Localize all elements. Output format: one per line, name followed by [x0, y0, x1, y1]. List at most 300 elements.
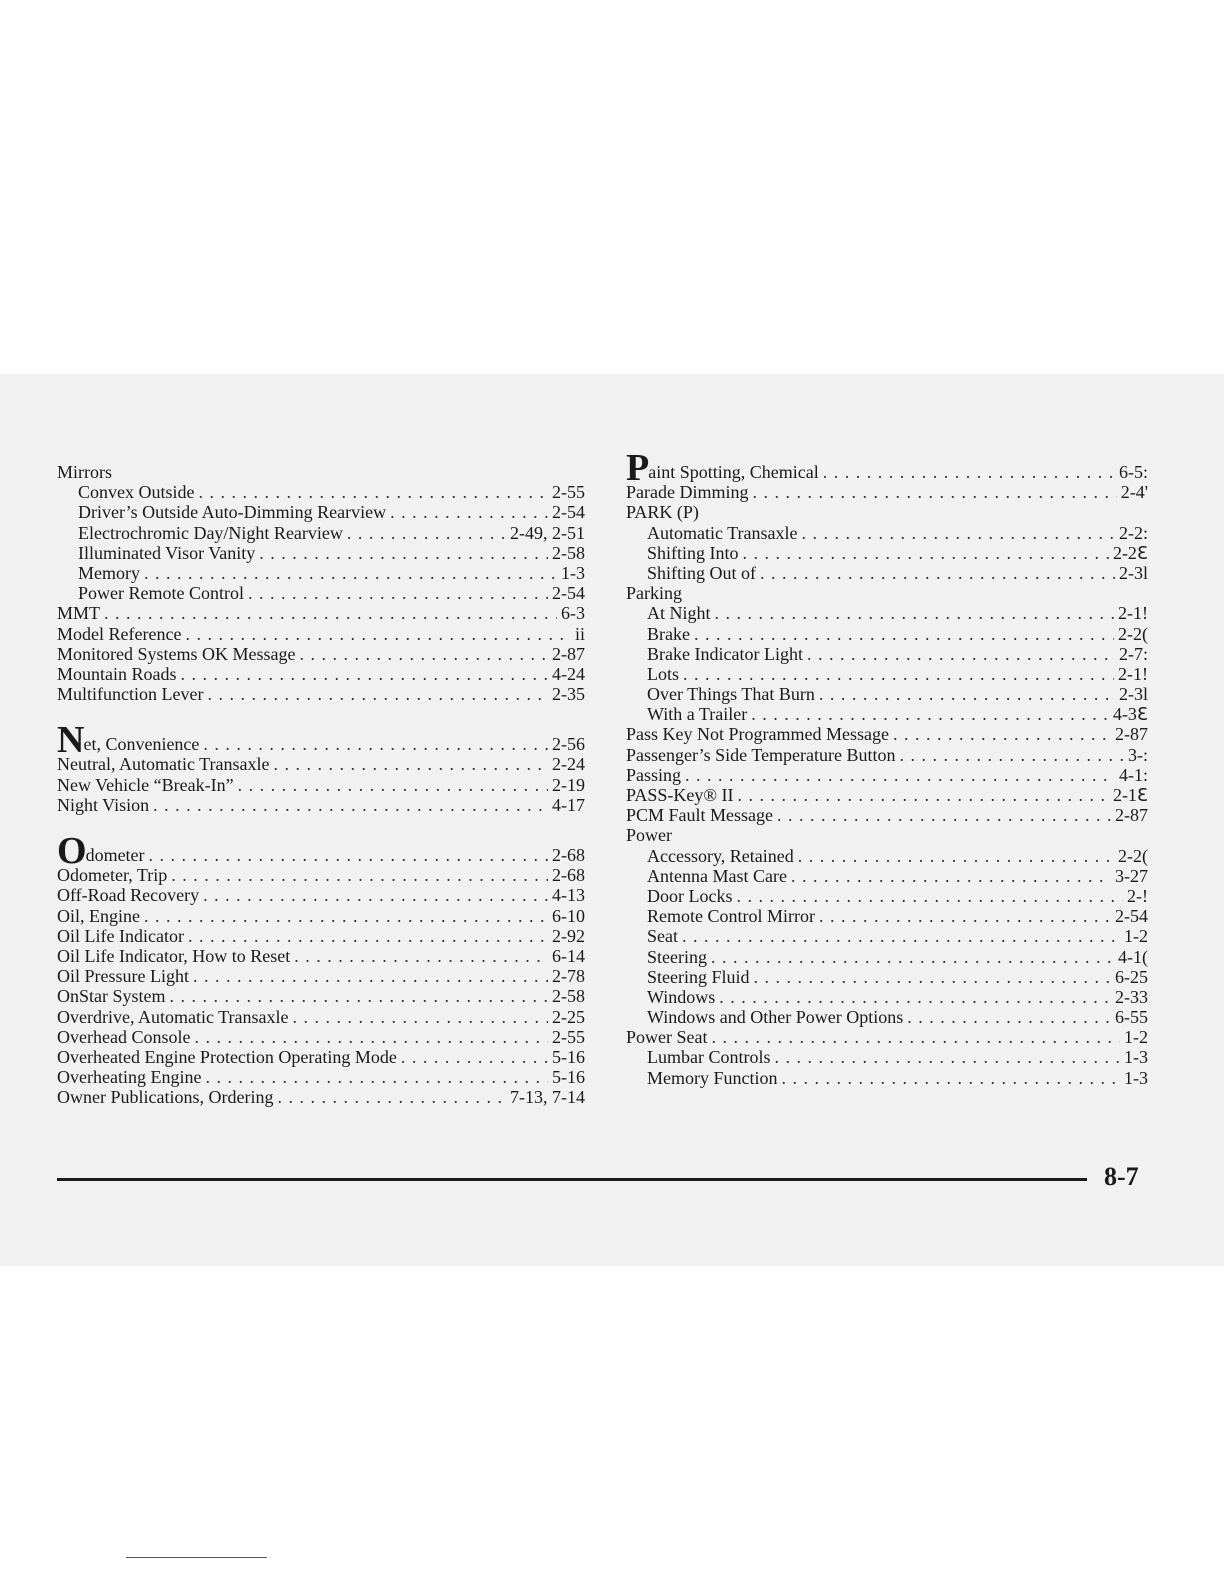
index-entry: [57, 664, 585, 684]
page-reference: 6-3: [561, 603, 585, 624]
entry-text: Convex Outside: [78, 482, 195, 503]
dot-leader: [188, 926, 548, 946]
dot-leader: [711, 947, 1114, 967]
entry-text: Door Locks: [647, 885, 733, 906]
dot-leader: [259, 543, 548, 563]
entry-text: Passing: [626, 764, 682, 785]
dot-leader: [760, 563, 1115, 583]
footer-rule: [57, 1178, 1087, 1181]
page-reference: 2-35: [552, 684, 585, 705]
index-entry: [57, 1027, 585, 1047]
entry-text: Model Reference: [57, 623, 182, 644]
dot-leader: [736, 886, 1123, 906]
page-reference: 2-1ℇ: [1112, 785, 1148, 805]
entry-text: Power Remote Control: [78, 583, 244, 604]
entry-label: [647, 543, 739, 563]
index-subentry: [57, 523, 585, 543]
entry-text: Brake Indicator Light: [647, 643, 803, 664]
index-entry: [626, 785, 1148, 805]
dot-leader: [715, 603, 1114, 623]
dot-leader: [743, 543, 1109, 563]
index-subentry: [626, 1068, 1148, 1088]
dot-leader: [685, 765, 1115, 785]
page-reference: 2-49, 2-51: [510, 522, 585, 543]
index-subentry: [626, 644, 1148, 664]
dot-leader: [711, 1027, 1120, 1047]
index-entry: [57, 754, 585, 774]
dot-leader: [273, 754, 548, 774]
index-subentry: [57, 583, 585, 603]
dot-leader: [294, 946, 548, 966]
entry-label: [57, 1007, 288, 1027]
index-entry: [57, 966, 585, 986]
page-reference: 4-1:: [1119, 764, 1148, 785]
dot-leader: [171, 865, 548, 885]
index-subentry: [626, 1007, 1148, 1027]
entry-label: [57, 966, 189, 986]
index-subentry: [626, 886, 1148, 906]
entry-label: [626, 583, 682, 603]
entry-label: [647, 846, 794, 866]
dot-leader: [347, 523, 506, 543]
entry-label: [626, 447, 819, 489]
entry-text: Overheated Engine Protection Operating Mode: [57, 1046, 397, 1067]
entry-text: Seat: [647, 926, 678, 947]
page-reference: 4-13: [552, 885, 585, 906]
dot-leader: [248, 583, 548, 603]
entry-label: [626, 745, 896, 765]
page-reference: 2-24: [552, 754, 585, 775]
entry-label: [647, 644, 803, 664]
page-reference: 4-1(: [1118, 946, 1148, 967]
entry-text: Lots: [647, 663, 680, 684]
page-reference: 1-2: [1124, 926, 1148, 947]
entry-text: Brake: [647, 623, 690, 644]
dot-leader: [751, 704, 1109, 724]
index-entry: [57, 830, 585, 872]
dot-leader: [203, 885, 548, 905]
entry-text: Monitored Systems OK Message: [57, 643, 296, 664]
page-reference: 2-56: [552, 734, 585, 755]
entry-text: Accessory, Retained: [647, 845, 794, 866]
entry-label: [57, 906, 140, 926]
dot-leader: [238, 775, 548, 795]
dot-leader: [893, 724, 1111, 744]
entry-label: [57, 795, 149, 815]
page-reference: 2-4': [1120, 482, 1148, 503]
entry-label: [647, 704, 747, 724]
entry-label: [57, 644, 295, 664]
entry-text: Oil Pressure Light: [57, 966, 189, 987]
index-entry: [57, 946, 585, 966]
dot-leader: [144, 906, 548, 926]
dot-leader: [823, 462, 1115, 482]
dot-leader: [207, 684, 548, 704]
index-subentry: [626, 926, 1148, 946]
entry-label: [626, 805, 773, 825]
entry-label: [78, 502, 386, 522]
index-entry: [626, 482, 1148, 502]
page-reference: 2-68: [552, 865, 585, 886]
entry-label: [626, 785, 734, 805]
dot-leader: [401, 1047, 548, 1067]
dot-leader: [782, 1068, 1121, 1088]
index-column-left: [57, 462, 585, 1107]
entry-label: [57, 624, 181, 644]
dot-leader: [900, 745, 1124, 765]
index-subentry: [626, 1047, 1148, 1067]
entry-text: Overhead Console: [57, 1026, 191, 1047]
dot-leader: [170, 986, 548, 1006]
entry-label: [647, 624, 690, 644]
index-entry: [57, 885, 585, 905]
entry-text: Night Vision: [57, 794, 150, 815]
entry-text: Memory Function: [647, 1067, 778, 1088]
page-reference: 2-58: [552, 986, 585, 1007]
dot-leader: [277, 1087, 506, 1107]
dot-leader: [798, 846, 1114, 866]
page-reference: 4-3ℇ: [1112, 704, 1148, 725]
page-reference: 2-87: [1115, 724, 1148, 745]
page-reference: 4-17: [552, 794, 585, 815]
entry-text: Off-Road Recovery: [57, 885, 200, 906]
index-subentry: [626, 664, 1148, 684]
page-reference: 2-58: [552, 542, 585, 563]
entry-label: [78, 543, 255, 563]
section-initial: P: [626, 447, 649, 489]
dot-leader: [752, 482, 1116, 502]
page-reference: 7-13, 7-14: [510, 1087, 585, 1108]
dot-leader: [181, 664, 549, 684]
entry-text: With a Trailer: [647, 704, 748, 725]
entry-text: Parking: [626, 583, 682, 604]
entry-text: Overdrive, Automatic Transaxle: [57, 1006, 289, 1027]
page-reference: 2-87: [552, 643, 585, 664]
page-reference: 1-3: [1124, 1047, 1148, 1068]
page-reference: 2-19: [552, 774, 585, 795]
dot-leader: [694, 624, 1114, 644]
index-heading: [626, 583, 1148, 603]
page-reference: 6-25: [1115, 966, 1148, 987]
page-reference: 4-24: [552, 663, 585, 684]
entry-text: Overheating Engine: [57, 1067, 202, 1088]
index-entry: [57, 603, 585, 623]
dot-leader: [754, 967, 1112, 987]
dot-leader: [104, 603, 557, 623]
page-reference: 3-27: [1115, 865, 1148, 886]
entry-text: aint Spotting, Chemical: [648, 462, 819, 482]
index-subentry: [57, 482, 585, 502]
index-heading: [626, 825, 1148, 845]
entry-label: [647, 603, 711, 623]
index-heading: [626, 502, 1148, 522]
entry-text: Over Things That Burn: [647, 684, 815, 705]
index-entry: [626, 447, 1148, 489]
entry-text: Oil, Engine: [57, 905, 140, 926]
dot-leader: [791, 866, 1111, 886]
dot-leader: [738, 785, 1109, 805]
entry-text: PCM Fault Message: [626, 805, 774, 826]
entry-label: [57, 684, 203, 704]
entry-label: [78, 523, 343, 543]
page-reference: 6-5:: [1119, 462, 1148, 482]
entry-label: [626, 724, 889, 744]
entry-text: Parade Dimming: [626, 482, 749, 503]
entry-label: [647, 866, 787, 886]
entry-text: Oil Life Indicator: [57, 925, 184, 946]
index-entry: [626, 745, 1148, 765]
index-entry: [57, 1007, 585, 1027]
entry-text: Pass Key Not Programmed Message: [626, 724, 889, 745]
entry-label: [647, 664, 679, 684]
entry-label: [57, 1087, 273, 1107]
page-reference: 2-2:: [1119, 522, 1148, 543]
entry-text: Automatic Transaxle: [647, 522, 798, 543]
entry-text: Driver’s Outside Auto-Dimming Rearview: [78, 502, 387, 523]
index-heading: [57, 462, 585, 482]
page-reference: 6-55: [1115, 1007, 1148, 1028]
index-subentry: [626, 987, 1148, 1007]
dot-leader: [390, 502, 548, 522]
index-subentry: [626, 603, 1148, 623]
entry-label: [57, 1067, 201, 1087]
entry-label: [626, 825, 672, 845]
index-entry: [626, 724, 1148, 744]
entry-text: Passenger’s Side Temperature Button: [626, 744, 896, 765]
entry-text: Windows and Other Power Options: [647, 1007, 904, 1028]
page-reference: 6-10: [552, 905, 585, 926]
entry-label: [647, 926, 678, 946]
entry-label: [78, 583, 244, 603]
entry-label: [647, 886, 732, 906]
entry-label: [647, 523, 798, 543]
dot-leader: [292, 1007, 548, 1027]
entry-text: Steering: [647, 946, 707, 967]
index-subentry: [57, 502, 585, 522]
dot-leader: [205, 1067, 548, 1087]
dot-leader: [194, 1027, 548, 1047]
dot-leader: [149, 845, 548, 865]
entry-text: Multifunction Lever: [57, 684, 204, 705]
page-reference: 2-54: [552, 502, 585, 523]
entry-text: Power: [626, 825, 672, 846]
page-reference: 2-3l: [1119, 684, 1148, 705]
index-subentry: [626, 523, 1148, 543]
section-gap: [57, 704, 585, 734]
entry-label: [57, 946, 290, 966]
entry-label: [57, 775, 234, 795]
index-entry: [57, 624, 585, 644]
dot-leader: [775, 1047, 1121, 1067]
dot-leader: [819, 906, 1111, 926]
entry-text: At Night: [647, 603, 711, 624]
entry-label: [647, 1047, 771, 1067]
page-reference: 2-87: [1115, 805, 1148, 826]
dot-leader: [144, 563, 557, 583]
dot-leader: [907, 1007, 1111, 1027]
section-initial: N: [57, 719, 84, 762]
entry-label: [57, 754, 269, 774]
index-entry: [57, 926, 585, 946]
page-reference: 2-55: [552, 1026, 585, 1047]
index-subentry: [626, 543, 1148, 563]
dot-leader: [683, 664, 1114, 684]
page-reference: 2-2(: [1118, 845, 1148, 866]
entry-text: Antenna Mast Care: [647, 865, 787, 886]
entry-text: et, Convenience: [83, 734, 200, 755]
index-subentry: [57, 543, 585, 563]
entry-label: [78, 563, 140, 583]
dot-leader: [802, 523, 1116, 543]
index-entry: [57, 775, 585, 795]
page-reference: 5-16: [552, 1046, 585, 1067]
index-entry: [57, 795, 585, 815]
entry-label: [647, 1068, 778, 1088]
index-subentry: [626, 866, 1148, 886]
page-reference: 1-2: [1124, 1027, 1148, 1048]
entry-text: Shifting Into: [647, 542, 739, 563]
section-gap: [57, 815, 585, 845]
page-reference: 2-92: [552, 925, 585, 946]
index-subentry: [626, 704, 1148, 724]
page-reference: 2-54: [1115, 906, 1148, 927]
entry-label: [57, 719, 200, 762]
entry-text: Remote Control Mirror: [647, 906, 815, 927]
index-entry: [57, 1047, 585, 1067]
entry-text: Illuminated Visor Vanity: [78, 542, 256, 563]
entry-text: Neutral, Automatic Transaxle: [57, 754, 270, 775]
entry-label: [57, 603, 100, 623]
dot-leader: [299, 644, 548, 664]
entry-label: [647, 987, 715, 1007]
index-subentry: [626, 947, 1148, 967]
page-reference: 2-55: [552, 482, 585, 503]
dot-leader: [777, 805, 1111, 825]
page-reference: 1-3: [1124, 1067, 1148, 1088]
section-initial: O: [57, 830, 86, 872]
index-subentry: [626, 967, 1148, 987]
entry-label: [57, 462, 112, 482]
entry-text: Owner Publications, Ordering: [57, 1087, 274, 1108]
entry-text: MMT: [57, 603, 101, 624]
bottom-link-underline: [126, 1557, 267, 1558]
dot-leader: [719, 987, 1111, 1007]
entry-label: [647, 947, 707, 967]
entry-text: Mountain Roads: [57, 663, 177, 684]
page-reference: 2-68: [552, 845, 585, 865]
entry-label: [57, 1027, 190, 1047]
entry-text: Mirrors: [57, 462, 112, 482]
dot-leader: [203, 734, 548, 754]
dot-leader: [199, 482, 549, 502]
page-reference: 2-25: [552, 1006, 585, 1027]
entry-label: [626, 502, 699, 522]
page-reference: 2-1!: [1118, 663, 1148, 684]
dot-leader: [185, 624, 571, 644]
page-reference: 2-78: [552, 966, 585, 987]
dot-leader: [682, 926, 1120, 946]
entry-text: Memory: [78, 562, 140, 583]
entry-label: [647, 684, 815, 704]
entry-label: [57, 926, 184, 946]
entry-text: Steering Fluid: [647, 966, 750, 987]
entry-label: [57, 986, 166, 1006]
page-number: 8-7: [1104, 1162, 1139, 1191]
page-reference: 2-33: [1115, 986, 1148, 1007]
entry-text: New Vehicle “Break-In”: [57, 774, 234, 795]
index-subentry: [57, 563, 585, 583]
index-entry: [626, 805, 1148, 825]
entry-label: [57, 664, 177, 684]
index-entry: [57, 719, 585, 762]
dot-leader: [819, 684, 1115, 704]
index-entry: [57, 865, 585, 885]
page-reference: 5-16: [552, 1067, 585, 1088]
entry-text: PASS-Key® II: [626, 785, 734, 805]
entry-label: [626, 765, 681, 785]
index-entry: [626, 765, 1148, 785]
entry-label: [57, 830, 145, 872]
page-reference: 6-14: [552, 945, 585, 966]
entry-label: [647, 1007, 903, 1027]
index-subentry: [626, 563, 1148, 583]
index-entry: [626, 1027, 1148, 1047]
page-reference: 2-54: [552, 583, 585, 604]
entry-text: Odometer, Trip: [57, 865, 168, 886]
entry-label: [78, 482, 195, 502]
entry-label: [57, 885, 199, 905]
page-reference: 2-3l: [1119, 562, 1148, 583]
dot-leader: [193, 966, 548, 986]
page-reference: 2-7:: [1119, 643, 1148, 664]
entry-label: [647, 563, 756, 583]
page-reference: 2-2ℇ: [1112, 542, 1148, 563]
index-entry: [57, 644, 585, 664]
index-entry: [57, 906, 585, 926]
entry-label: [57, 1047, 397, 1067]
index-entry: [57, 1067, 585, 1087]
entry-text: Lumbar Controls: [647, 1047, 771, 1068]
dot-leader: [153, 795, 548, 815]
entry-label: [647, 967, 750, 987]
page-reference: 2-1!: [1118, 603, 1148, 624]
entry-text: PARK (P): [626, 502, 699, 523]
index-subentry: [626, 906, 1148, 926]
entry-text: Shifting Out of: [647, 562, 757, 583]
index-subentry: [626, 846, 1148, 866]
index-subentry: [626, 684, 1148, 704]
dot-leader: [807, 644, 1115, 664]
entry-text: Electrochromic Day/Night Rearview: [78, 522, 343, 543]
entry-text: dometer: [85, 845, 145, 865]
entry-text: Windows: [647, 986, 716, 1007]
entry-label: [647, 906, 815, 926]
page-reference: ii: [574, 623, 585, 644]
index-entry: [57, 1087, 585, 1107]
entry-text: Oil Life Indicator, How to Reset: [57, 945, 291, 966]
entry-label: [626, 1027, 707, 1047]
entry-text: Power Seat: [626, 1027, 708, 1048]
page-reference: 2-2(: [1118, 623, 1148, 644]
page-reference: 3-:: [1128, 744, 1148, 765]
index-entry: [57, 684, 585, 704]
page-reference: 2-!: [1127, 885, 1148, 906]
index-entry: [57, 986, 585, 1006]
index-subentry: [626, 624, 1148, 644]
index-column-right: [626, 447, 1148, 1088]
page-reference: 1-3: [561, 562, 585, 583]
entry-text: OnStar System: [57, 986, 166, 1007]
